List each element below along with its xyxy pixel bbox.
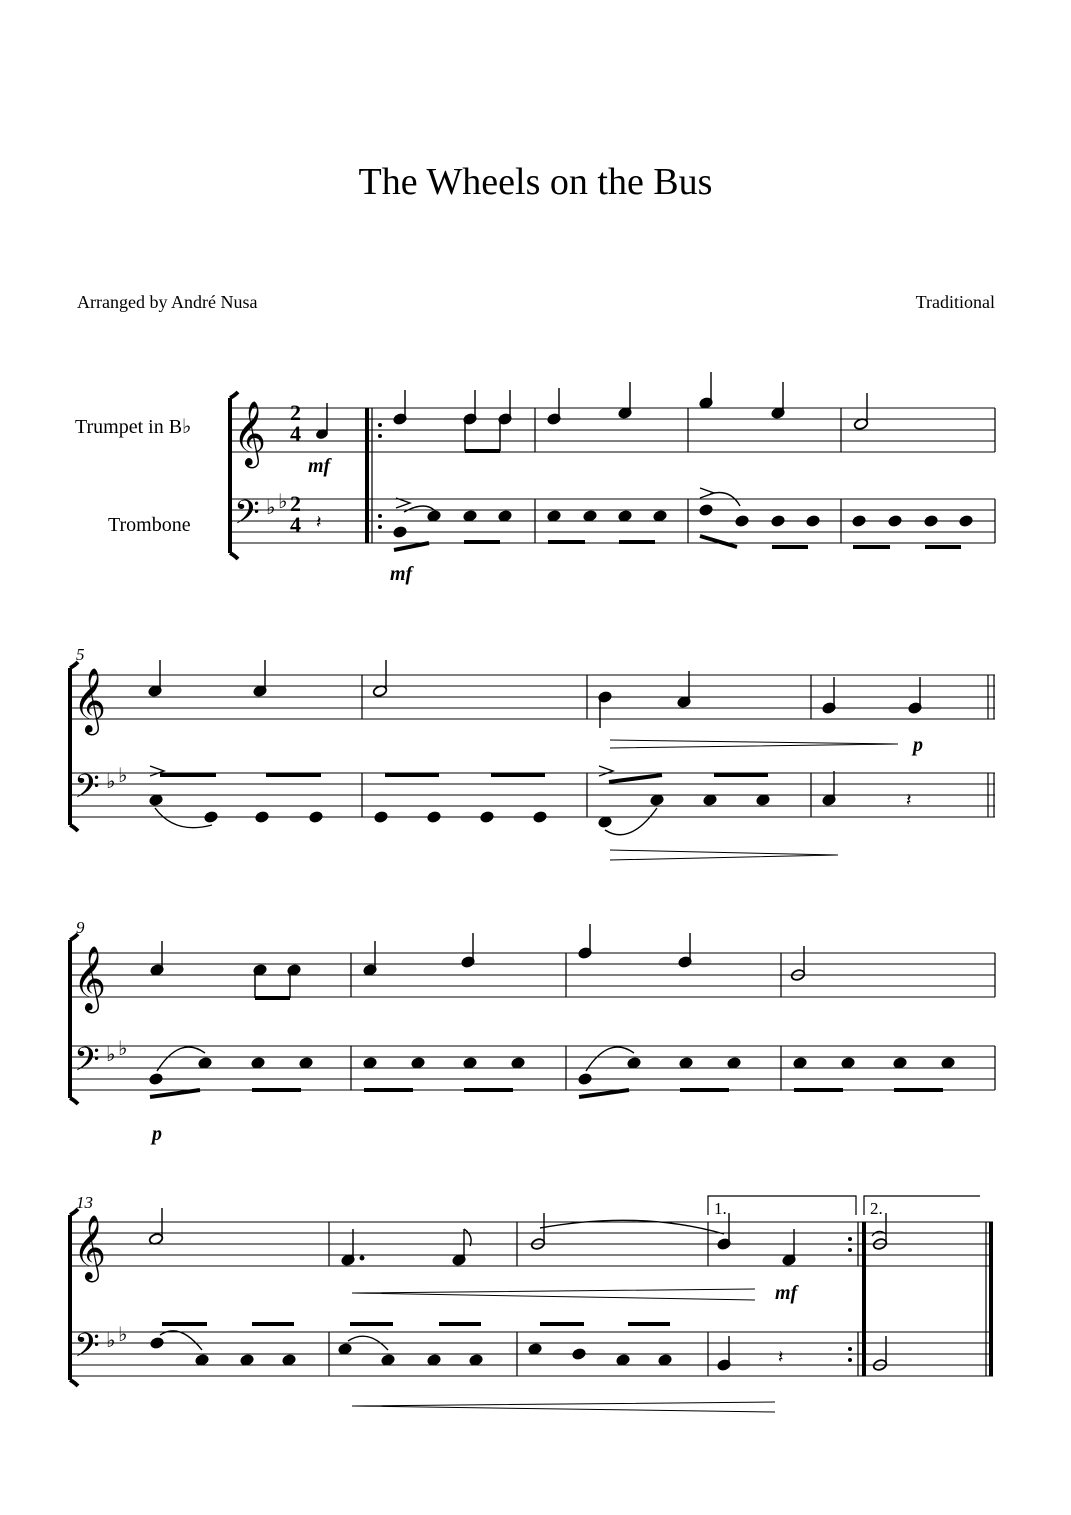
measure-number: 13 bbox=[76, 1193, 93, 1212]
treble-clef-icon: 𝄞 bbox=[73, 946, 107, 1011]
bass-clef-icon: 𝄢 bbox=[74, 1041, 100, 1087]
rest-icon: 𝄽 bbox=[316, 512, 322, 533]
treble-clef-icon: 𝄞 bbox=[233, 401, 267, 466]
flat-icon: ♭ bbox=[118, 1036, 128, 1060]
measure-number: 9 bbox=[76, 918, 85, 937]
flat-icon: ♭ bbox=[278, 489, 288, 513]
system-4 bbox=[70, 1193, 993, 1412]
flat-icon: ♭ bbox=[266, 495, 276, 519]
time-sig-bottom: 4 bbox=[290, 421, 301, 446]
dynamic-p: p bbox=[152, 1123, 162, 1145]
time-sig-bottom: 4 bbox=[290, 512, 301, 537]
system-3 bbox=[70, 918, 995, 1145]
arranger-credit: Arranged by André Nusa bbox=[77, 292, 258, 312]
treble-clef-icon: 𝄞 bbox=[73, 1215, 107, 1280]
dynamic-mf: mf bbox=[775, 1282, 798, 1304]
flat-icon: ♭ bbox=[106, 1042, 116, 1066]
composer-credit: Traditional bbox=[915, 292, 995, 312]
system-1 bbox=[230, 372, 995, 585]
bass-clef-icon: 𝄢 bbox=[74, 768, 100, 814]
dynamic-p: p bbox=[913, 734, 923, 756]
flat-icon: ♭ bbox=[106, 1328, 116, 1352]
bass-clef-icon: 𝄢 bbox=[74, 1327, 100, 1373]
time-sig-top: 2 bbox=[290, 491, 301, 516]
volta-1: 1. bbox=[714, 1199, 727, 1218]
flat-icon: ♭ bbox=[118, 1322, 128, 1346]
measure-number: 5 bbox=[76, 645, 85, 664]
time-sig-top: 2 bbox=[290, 400, 301, 425]
page-title: The Wheels on the Bus bbox=[358, 161, 713, 203]
instrument-label-trombone: Trombone bbox=[108, 514, 191, 536]
bass-clef-icon: 𝄢 bbox=[234, 494, 260, 540]
treble-clef-icon: 𝄞 bbox=[73, 668, 107, 733]
system-2 bbox=[70, 645, 995, 860]
volta-2: 2. bbox=[870, 1199, 883, 1218]
instrument-label-trumpet: Trumpet in B♭ bbox=[75, 416, 192, 438]
dynamic-mf: mf bbox=[308, 455, 331, 477]
rest-icon: 𝄽 bbox=[778, 1347, 784, 1368]
dynamic-mf: mf bbox=[390, 563, 413, 585]
rest-icon: 𝄽 bbox=[906, 790, 912, 811]
staff-lines-treble bbox=[232, 408, 995, 452]
flat-icon: ♭ bbox=[106, 769, 116, 793]
flat-icon: ♭ bbox=[118, 763, 128, 787]
staff-lines-bass bbox=[232, 499, 995, 543]
